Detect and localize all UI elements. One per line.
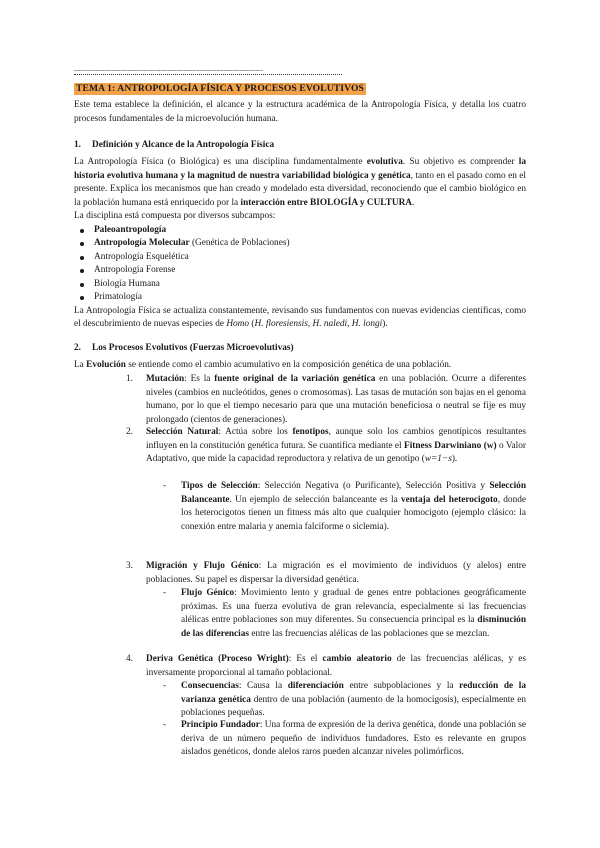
list-item-text: Biología Humana — [94, 278, 160, 289]
text-run-bold: la historia evolutiva humana y la magnitud de nuestra variabilidad biológica y genética — [74, 157, 527, 181]
text-run: : Actúa sobre los — [218, 427, 293, 437]
subitem-selection-types — [163, 480, 526, 534]
formula: w=1−s — [424, 454, 452, 464]
item-text — [146, 426, 526, 467]
text-run: . Su objetivo es comprender — [402, 157, 519, 167]
subitem-label: Flujo Génico — [181, 588, 235, 598]
text-run-bold: Selección Balanceante — [181, 481, 526, 505]
subitem-founder-principle — [163, 719, 526, 760]
text-run: entre las frecuencias alélicas de las poblaciones que se mezclan. — [249, 628, 490, 639]
intro-paragraph — [74, 99, 526, 126]
text-run: , — [347, 319, 352, 329]
title-block — [74, 83, 366, 97]
text-run-bold: cambio aleatorio — [322, 654, 392, 664]
text-run-bold: interacción entre BIOLOGÍA y CULTURA — [240, 197, 412, 208]
section-1-number: 1. — [74, 140, 81, 150]
subitem-text — [181, 480, 526, 534]
section-1-body — [74, 156, 526, 332]
text-run: o Valor Adaptativo, que mide la capacidad reproductora y relativa de un genotipo ( — [146, 440, 527, 464]
section-1-paragraph-1 — [74, 156, 526, 210]
section-2-title: Los Procesos Evolutivos (Fuerzas Microevolutivas) — [92, 343, 294, 353]
item-text — [146, 653, 526, 680]
list-item-text: Antropología Forense — [94, 265, 176, 275]
section-2-number: 2. — [74, 343, 81, 353]
item-number: 2. — [126, 427, 133, 437]
item-label: Mutación — [146, 374, 185, 384]
text-run: : Selección Negativa (o Purificante), Selección Positiva y — [257, 481, 490, 491]
text-run: ). — [451, 454, 458, 464]
text-run: , aunque solo los cambios genotípicos resultantes influyen en la constitución genética futura. Se cuantifica mediante el — [146, 427, 526, 451]
process-item-mutation — [126, 373, 526, 427]
text-run: : Es el — [288, 654, 323, 664]
text-run-bold: ventaja del heterocigoto — [400, 494, 498, 505]
text-run: : Movimiento lento y gradual de genes entre poblaciones geográficamente próximas. Es una fuerza evolutiva de gran relevancia, especialmente si las frecuencias alélicas entre poblaciones son muy diferentes. Su consecuencia principal es la — [181, 588, 526, 625]
item-label: Deriva Genética (Proceso Wright) — [146, 654, 289, 664]
text-run: de las frecuencias alélicas, y es inversamente proporcional al tamaño poblacional. — [146, 654, 526, 678]
item-text — [146, 560, 526, 587]
text-run: : Es la — [184, 374, 215, 384]
item-number: 1. — [126, 374, 133, 384]
subitem-gene-flow — [163, 587, 526, 641]
dash-bullet: - — [163, 588, 167, 598]
text-run-italic: H. longi — [351, 319, 383, 329]
list-item — [74, 237, 526, 251]
dash-bullet: - — [163, 681, 167, 691]
text-run: . — [412, 197, 415, 208]
text-run: , donde los heterocigotos tienen un fitness más alto que cualquier homocigoto (ejemplo clásico: la conexión entre malaria y anemia falciforme o siclemia). — [181, 494, 526, 532]
subitem-label: Principio Fundador — [181, 720, 260, 730]
text-run-bold: Fitness Darwiniano (w) — [404, 440, 497, 451]
subitem-text — [181, 680, 526, 721]
text-run-italic: H. floresiensis — [254, 319, 308, 329]
text-run-bold: reducción de la varianza genética — [181, 681, 526, 705]
text-run: ( — [249, 319, 255, 329]
text-run: : Una forma de expresión de la deriva genética, donde una población se deriva de un número pequeño de individuos fundadores. Esto es relevante en grupos aislados genéticos, donde alelos raros pueden alcanzar niveles polimórficos. — [181, 720, 526, 757]
section-1-paragraph-2: La disciplina está compuesta por diversos subcampos: — [74, 211, 276, 221]
text-run: dentro de una población (aumento de la homocigosis), especialmente en poblaciones pequeñas. — [181, 694, 527, 718]
section-2-heading — [74, 342, 526, 356]
subitem-label: Tipos de Selección — [181, 481, 258, 491]
section-1-title: Definición y Alcance de la Antropología Física — [92, 140, 275, 150]
section-2-intro — [74, 359, 526, 373]
list-item-bold: Antropología Molecular — [94, 238, 190, 248]
list-item-text: (Genética de Poblaciones) — [189, 238, 290, 248]
subitem-consequences — [163, 680, 526, 721]
item-number: 4. — [126, 654, 133, 664]
list-item — [74, 291, 526, 305]
list-item — [74, 278, 526, 292]
text-run-italic: Homo — [226, 319, 250, 329]
dash-bullet: - — [163, 720, 167, 730]
section-1-paragraph-3 — [74, 305, 526, 332]
text-run: : Causa la — [238, 681, 288, 691]
text-run-italic: H. naledi — [312, 319, 348, 329]
list-item-text: Antropología Esquelética — [94, 251, 189, 262]
subitem-text — [181, 719, 526, 760]
text-run: en una población. Ocurre a diferentes niveles (cambios en nucleótidos, genes o cromosomas). Las tasas de mutación son bajas en el genoma humano, por lo que el tiempo necesario para que una mutación beneficiosa o neutral se fije es muy prolongado (cientos de generaciones). — [146, 374, 527, 425]
text-run: . Un ejemplo de selección balanceante es la — [229, 494, 401, 505]
text-run-bold: fenotipos — [292, 427, 329, 437]
subitem-label: Consecuencias — [181, 681, 239, 691]
subitem-text — [181, 587, 526, 641]
text-run: ). — [382, 319, 388, 329]
text-run: entre subpoblaciones y la — [343, 681, 460, 691]
text-run: La — [74, 360, 87, 370]
text-run: , — [307, 319, 313, 329]
list-item-text: Primatología — [94, 292, 143, 302]
text-run-bold: evolutiva — [366, 157, 403, 167]
process-item-migration — [126, 560, 526, 587]
text-run: La Antropología Física (o Biológica) es una disciplina fundamentalmente — [74, 157, 367, 167]
text-run-bold: fuente original de la variación genética — [214, 374, 376, 384]
process-item-selection — [126, 426, 526, 467]
list-item — [74, 251, 526, 265]
list-item-bold: Paleoantropología — [94, 224, 167, 235]
dash-bullet: - — [163, 481, 167, 491]
text-run: : La migración es el movimiento de individuos (y alelos) entre poblaciones. Su papel es dispersar la diversidad genética. — [146, 561, 526, 585]
text-run-bold: diferenciación — [287, 681, 344, 691]
item-label: Migración y Flujo Génico — [146, 561, 259, 571]
text-run: se entiende como el cambio acumulativo en la composición genética de una población. — [125, 360, 452, 370]
section-1-heading — [74, 139, 526, 153]
item-label: Selección Natural — [146, 427, 219, 437]
list-item — [74, 224, 526, 238]
document-title: TEMA 1: ANTROPOLOGÍA FÍSICA Y PROCESOS EVOLUTIVOS — [76, 83, 364, 94]
item-number: 3. — [126, 561, 133, 571]
text-run-bold: disminución de las diferencias — [181, 615, 526, 639]
section-2-paragraph-1 — [74, 359, 526, 373]
process-item-drift — [126, 653, 526, 680]
subfields-list — [74, 224, 526, 305]
list-item — [74, 264, 526, 278]
text-run-bold: Evolución — [86, 360, 126, 370]
intro-text: Este tema establece la definición, el alcance y la estructura académica de la Antropología Física, y detalla los cuatro procesos fundamentales de la microevolución humana. — [74, 100, 526, 124]
text-run: , tanto en el pasado como en el presente. Explica los mecanismos que han creado y modelado esta diversidad, reconociendo que el cambio biológico en la población humana está enriquecido por la — [74, 170, 526, 208]
separator-line: --------------------------------------------------------------------------------- — [74, 66, 342, 75]
item-text — [146, 373, 526, 427]
text-run: La Antropología Física se actualiza constantemente, revisando sus fundamentos con nuevas evidencias científicas, como el descubrimiento de nuevas especies de — [74, 305, 526, 329]
